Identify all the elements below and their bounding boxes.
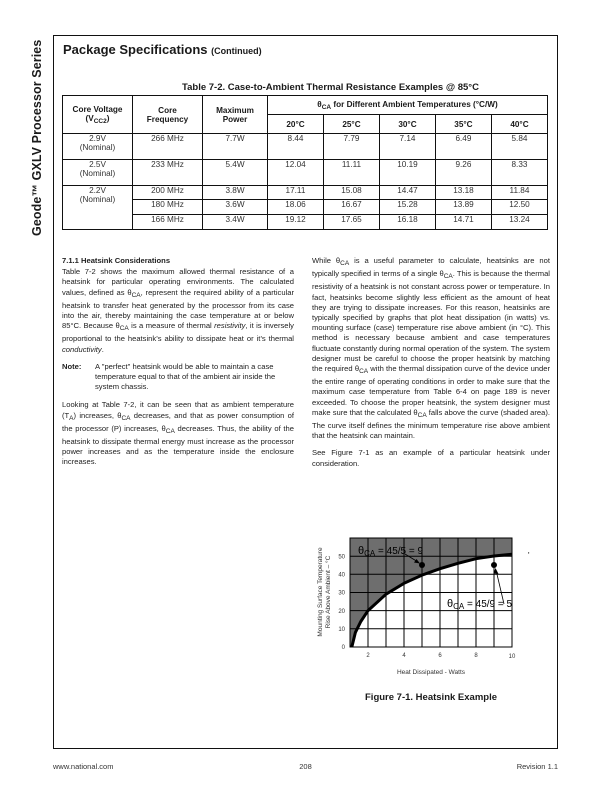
- value-cell: 5.84: [491, 134, 547, 160]
- value-cell: 11.11: [323, 160, 379, 186]
- svg-text:': ': [528, 551, 530, 560]
- value-cell: 8.44: [268, 134, 324, 160]
- svg-text:2: 2: [366, 653, 370, 659]
- col-header-core-frequency: Core Frequency: [133, 96, 203, 134]
- value-cell: 15.28: [379, 200, 435, 215]
- svg-text:4: 4: [402, 653, 406, 659]
- svg-text:20: 20: [338, 609, 345, 615]
- freq-cell: 266 MHz: [133, 134, 203, 160]
- col-header-temp: 30°C: [379, 115, 435, 134]
- power-cell: 3.6W: [203, 200, 268, 215]
- value-cell: 17.11: [268, 186, 324, 200]
- y-axis-label: [317, 547, 332, 637]
- value-cell: 13.18: [435, 186, 491, 200]
- value-cell: 9.26: [435, 160, 491, 186]
- paragraph: Looking at Table 7-2, it can be seen that as ambient temperature (TA) increases, θCA decreases, and that as power consumption of the processor (P) increases, θCA decreases. Thus, the ability of the heatsink to dissipate thermal energy must increase as the processor power increases and as the temperature inside the enclosure increases.: [62, 400, 295, 467]
- col-header-maximum-power: Maximum Power: [203, 96, 268, 134]
- heatsink-chart: [312, 530, 552, 685]
- value-cell: 17.65: [323, 215, 379, 230]
- svg-text:8: 8: [474, 653, 478, 659]
- note-text: A "perfect" heatsink would be able to maintain a case temperature equal to that of the ambient air inside the system chassis.: [95, 361, 276, 392]
- data-point: [419, 562, 425, 568]
- col-header-core-voltage: Core Voltage $(V_{CC2})$: [63, 96, 133, 134]
- table-row: [63, 200, 548, 215]
- power-cell: 3.4W: [203, 215, 268, 230]
- voltage-cell: 2.2V (Nominal): [63, 186, 133, 230]
- svg-text:10: 10: [508, 654, 516, 660]
- value-cell: 16.67: [323, 200, 379, 215]
- col-header-temp: 25°C: [323, 115, 379, 134]
- x-axis-label: Heat Dissipated - Watts: [396, 669, 466, 676]
- page-title: [63, 42, 262, 57]
- table-caption: Table 7-2. Case-to-Ambient Thermal Resistance Examples @ 85°C: [182, 82, 479, 93]
- note-label: Note:: [62, 361, 82, 371]
- y-axis-ticks: [338, 555, 345, 652]
- voltage-cell: 2.5V (Nominal): [63, 160, 133, 186]
- col-header-temp: 40°C: [491, 115, 547, 134]
- col-header-theta-ca-group: $\theta_{CA}$ for Different Ambient Temperatures (°C/W): [268, 96, 548, 115]
- table-row: [63, 134, 548, 160]
- value-cell: 16.18: [379, 215, 435, 230]
- svg-text:Rise Above Ambient – °C: Rise Above Ambient – °C: [325, 555, 332, 629]
- svg-text:10: 10: [338, 627, 345, 633]
- freq-cell: 200 MHz: [133, 186, 203, 200]
- svg-text:50: 50: [338, 554, 345, 561]
- annotation-label: θCA = 45/5 = 9: [358, 545, 424, 558]
- figure-caption: Figure 7-1. Heatsink Example: [365, 692, 497, 703]
- data-point: [491, 562, 497, 568]
- value-cell: 18.06: [268, 200, 324, 215]
- annotation-label: θCA = 45/9 = 5: [447, 598, 513, 611]
- value-cell: 6.49: [435, 134, 491, 160]
- svg-text:6: 6: [438, 653, 442, 659]
- value-cell: 14.47: [379, 186, 435, 200]
- page-title-text: Package Specifications: [63, 42, 208, 57]
- section-heading: 7.1.1 Heatsink Considerations: [62, 256, 171, 265]
- value-cell: 19.12: [268, 215, 324, 230]
- value-cell: 15.08: [323, 186, 379, 200]
- document-side-title: Geode™ GXLV Processor Series: [30, 39, 44, 236]
- power-cell: 3.8W: [203, 186, 268, 200]
- x-axis-ticks: [366, 653, 516, 660]
- svg-text:Mounting Surface Temperature: Mounting Surface Temperature: [317, 547, 324, 637]
- paragraph: Table 7-2 shows the maximum allowed thermal resistance of a heatsink for particular operating environments. The calculated values, defined as θCA, represent the required ability of a particular heatsink to transfer heat generated by the processor from its case into the air, thereby maintaining the case temperature at or below 85°C. Because θCA is a measure of thermal resistivity, it is inversely proportional to the heatsink’s ability to dissipate heat or it’s thermal conductivity.: [62, 267, 294, 354]
- value-cell: 13.24: [491, 215, 547, 230]
- footer-revision: Revision 1.1: [516, 762, 558, 771]
- page-title-continued: (Continued): [211, 46, 262, 56]
- value-cell: 7.14: [379, 134, 435, 160]
- svg-text:40: 40: [338, 572, 345, 579]
- footer-url: www.national.com: [53, 762, 114, 771]
- value-cell: 13.89: [435, 200, 491, 215]
- value-cell: 12.50: [491, 200, 547, 215]
- power-cell: 5.4W: [203, 160, 268, 186]
- power-cell: 7.7W: [203, 134, 268, 160]
- value-cell: 12.04: [268, 160, 324, 186]
- freq-cell: 180 MHz: [133, 200, 203, 215]
- value-cell: 8.33: [491, 160, 547, 186]
- note: [62, 362, 294, 393]
- freq-cell: 166 MHz: [133, 215, 203, 230]
- value-cell: 11.84: [491, 186, 547, 200]
- value-cell: 7.79: [323, 134, 379, 160]
- footer-page-number: 208: [299, 762, 312, 771]
- col-header-temp: 20°C: [268, 115, 324, 134]
- table-row: [63, 160, 548, 186]
- table-row: [63, 186, 548, 200]
- freq-cell: 233 MHz: [133, 160, 203, 186]
- right-column: [312, 256, 550, 476]
- value-cell: 14.71: [435, 215, 491, 230]
- value-cell: 10.19: [379, 160, 435, 186]
- svg-text:0: 0: [341, 645, 345, 651]
- voltage-cell: 2.9V (Nominal): [63, 134, 133, 160]
- table-row: [63, 215, 548, 230]
- svg-text:30: 30: [338, 590, 345, 597]
- paragraph: While θCA is a useful parameter to calculate, heatsinks are not typically specified in terms of a single θCA. This is because the thermal resistivity of a heatsink is not constant across power or temperature. In fact, heatsinks become slightly less efficient as the amount of heat they are trying to dissipate increases. For this reason, heatsinks are typically specified by graphs that plot heat dissipation (in watts) vs. mounting surface (case) temperature rise above ambient (in °C). This method is necessary because ambient and case temperatures fluctuate constantly during normal operation of the system. The system designer must be careful to choose the proper heatsink by matching the required θCA with the thermal dissipation curve of the device under the entire range of operating conditions in order to make sure that the maximum case temperature from Table 6-4 on page 189 is never exceeded. To choose the proper heatsink, the system designer must make sure that the calculated θCA falls above the curve (shaded area). The curve itself defines the minimum temperature rise above ambient that the heatsink can maintain.: [312, 256, 550, 441]
- paragraph: See Figure 7-1 as an example of a particular heatsink under consideration.: [312, 448, 550, 468]
- thermal-resistance-table: [62, 95, 548, 230]
- col-header-temp: 35°C: [435, 115, 491, 134]
- left-column: [62, 256, 294, 475]
